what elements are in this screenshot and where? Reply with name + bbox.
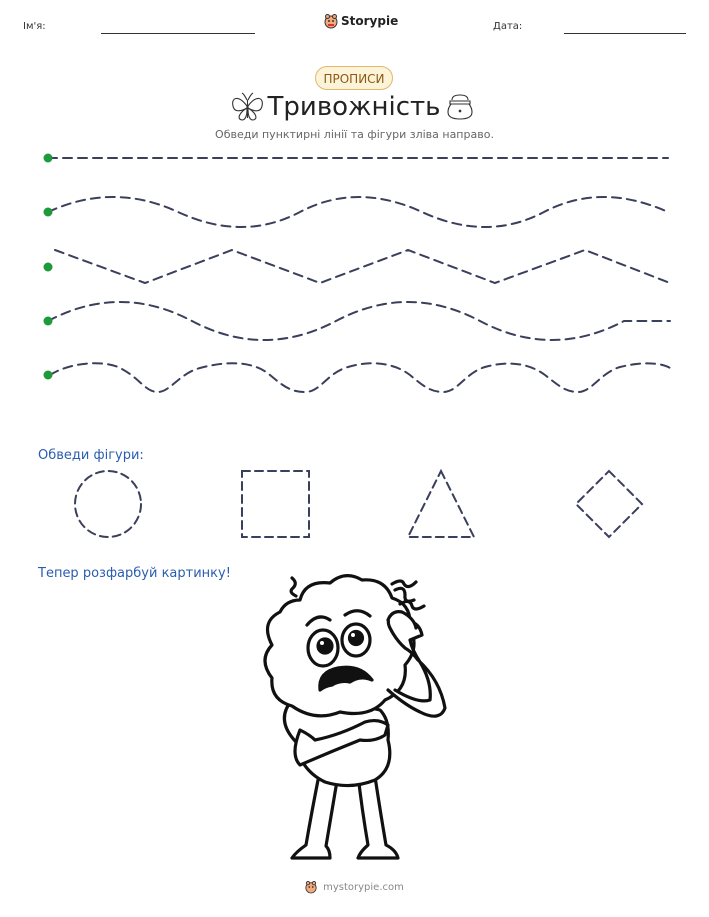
jar-icon [448, 95, 472, 119]
category-badge: ПРОПИСИ [315, 66, 393, 90]
storypie-logo-icon [305, 880, 317, 894]
trace-shape-square[interactable] [242, 471, 309, 537]
anxious-character-illustration [265, 576, 445, 858]
footer-site[interactable]: mystorypie.com [323, 881, 404, 893]
brand-logo [324, 13, 398, 29]
name-field[interactable] [101, 33, 255, 34]
instructions: Обведи пунктирні лінії та фігури зліва направо. [215, 128, 494, 141]
start-dot [44, 371, 53, 380]
footer [0, 880, 709, 894]
trace-shape-circle[interactable] [75, 471, 141, 537]
trace-shape-diamond[interactable] [576, 471, 642, 537]
trace-line-wave-2[interactable] [48, 302, 670, 340]
start-dot [44, 154, 53, 163]
date-label: Дата: [493, 21, 523, 32]
coloring-section-label: Тепер розфарбуй картинку! [38, 566, 231, 581]
start-dot [44, 317, 53, 326]
brand-name: Storypie [341, 14, 399, 28]
start-dot [44, 208, 53, 217]
start-dot [44, 263, 53, 272]
date-field[interactable] [564, 33, 686, 34]
trace-line-wave-3[interactable] [50, 363, 670, 392]
shapes-section-label: Обведи фігури: [38, 448, 144, 463]
trace-line-wave-1[interactable] [48, 197, 668, 227]
trace-shape-triangle[interactable] [408, 471, 474, 537]
storypie-logo-icon [324, 13, 338, 29]
page-title: Тривожність [267, 92, 441, 122]
name-label: Ім'я: [23, 21, 46, 32]
trace-line-zigzag[interactable] [55, 250, 670, 283]
butterfly-icon [233, 93, 263, 120]
